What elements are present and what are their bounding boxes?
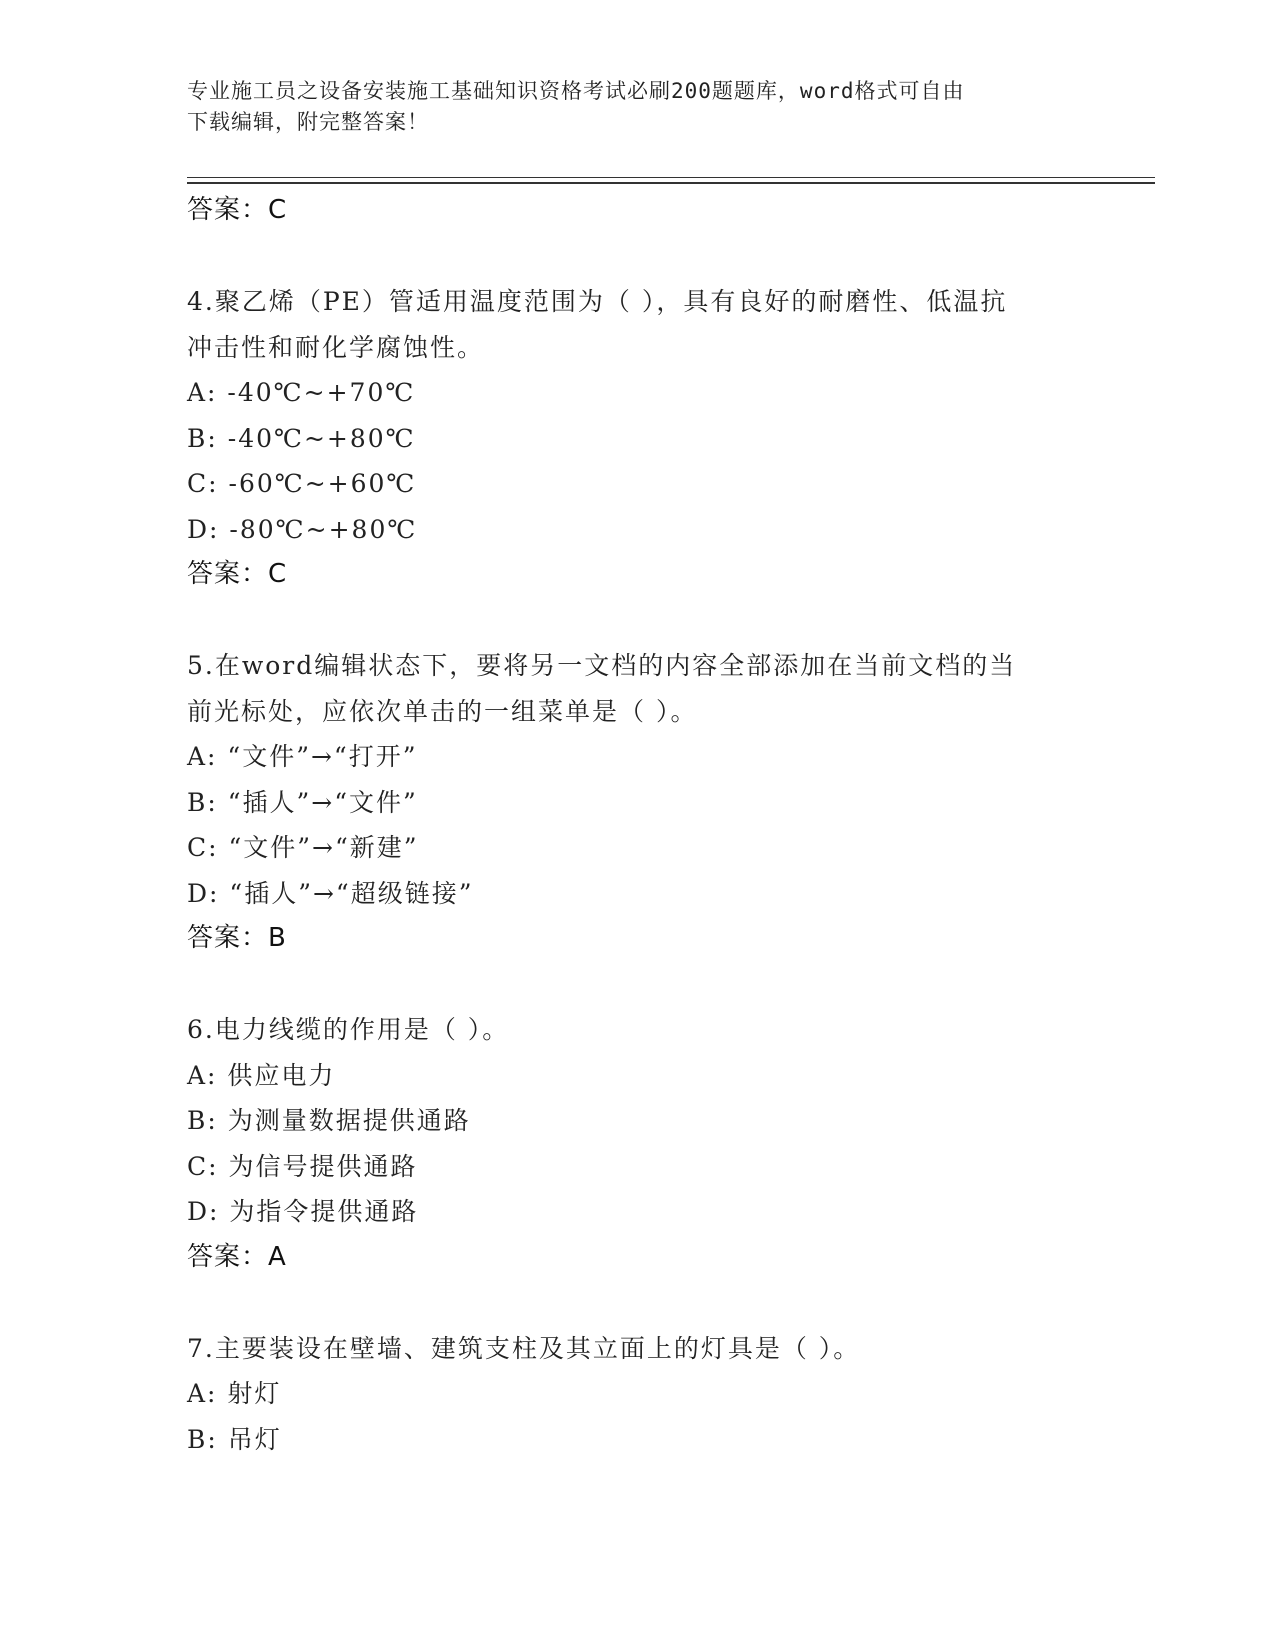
header-divider-thin: [187, 177, 1155, 178]
option-a: A: 射灯: [187, 1379, 282, 1408]
header-divider-thick: [187, 182, 1155, 184]
answer-line: 答案：C: [187, 195, 288, 225]
question-stem: 前光标处，应依次单击的一组菜单是（ ）。: [187, 696, 698, 726]
question-stem: 6.电力线缆的作用是（ ）。: [187, 1015, 510, 1044]
question-list: [187, 188, 1087, 1462]
header-line-2: 下载编辑，附完整答案！: [187, 110, 429, 134]
option-a: A: 供应电力: [187, 1060, 336, 1090]
answer-line: 答案：C: [187, 559, 288, 589]
option-b: B: “插人”→“文件”: [187, 787, 418, 817]
header-line-1: 专业施工员之设备安装施工基础知识资格考试必刷200题题库，word格式可自由: [187, 79, 965, 103]
answer-line: 答案：B: [187, 923, 287, 953]
spacer: [187, 1280, 1087, 1326]
question-stem: 5.在word编辑状态下，要将另一文档的内容全部添加在当前文档的当: [187, 651, 1017, 680]
question-stem: 冲击性和耐化学腐蚀性。: [187, 332, 485, 362]
option-c: C: “文件”→“新建”: [187, 833, 419, 862]
option-c: C: -60℃~+60℃: [187, 469, 417, 498]
option-d: D: -80℃~+80℃: [187, 514, 418, 544]
question-6: [187, 1007, 1087, 1280]
spacer: [187, 234, 1087, 280]
question-4: [187, 279, 1087, 598]
option-b: B: -40℃~+80℃: [187, 423, 416, 453]
answer-line: 答案：A: [187, 1241, 287, 1272]
spacer: [187, 962, 1087, 1008]
question-7: [187, 1326, 1087, 1463]
option-b: B: 为测量数据提供通路: [187, 1106, 471, 1135]
option-a: A: “文件”→“打开”: [187, 742, 418, 771]
option-d: D: “插人”→“超级链接”: [187, 878, 474, 908]
spacer: [187, 598, 1087, 644]
document-header: [187, 76, 1067, 138]
option-a: A: -40℃~+70℃: [187, 378, 416, 407]
question-stem: 7.主要装设在壁墙、建筑支柱及其立面上的灯具是（ ）。: [187, 1333, 861, 1363]
question-5: [187, 643, 1087, 962]
option-b: B: 吊灯: [187, 1424, 282, 1454]
option-c: C: 为信号提供通路: [187, 1151, 418, 1181]
question-stem: 4.聚乙烯（PE）管适用温度范围为（ ），具有良好的耐磨性、低温抗: [187, 287, 1008, 316]
option-d: D: 为指令提供通路: [187, 1197, 419, 1226]
